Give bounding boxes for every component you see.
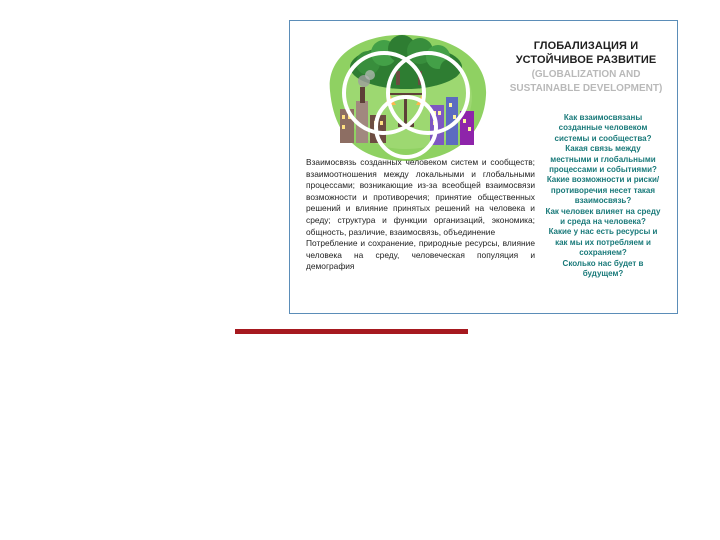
question-line: Какая связь между bbox=[565, 144, 641, 154]
question-line: Как человек влияет на среду bbox=[545, 206, 661, 216]
question-line: противоречия несет такая bbox=[550, 185, 656, 195]
question-line: и среда на человека? bbox=[560, 217, 646, 227]
subtitle-line-2: SUSTAINABLE DEVELOPMENT) bbox=[509, 83, 663, 94]
content-card bbox=[289, 20, 678, 314]
accent-divider bbox=[235, 329, 468, 334]
subtitle-line-1: (GLOBALIZATION AND bbox=[531, 69, 641, 80]
description-paragraph-2: Потребление и сохранение, природные ресурсы, влияние человека на среду, человеческая популяция и демография bbox=[306, 238, 535, 272]
key-questions bbox=[537, 113, 669, 280]
question-line: Какие у нас есть ресурсы и bbox=[548, 227, 658, 237]
question-line: взаимосвязь? bbox=[574, 196, 632, 206]
title-line-2: УСТОЙЧИВОЕ РАЗВИТИЕ bbox=[515, 54, 657, 66]
question-line: Сколько нас будет в bbox=[562, 258, 644, 268]
card-title bbox=[500, 39, 672, 95]
globe-city-forest-illustration bbox=[322, 31, 490, 163]
question-line: Какие возможности и риски/ bbox=[546, 175, 660, 185]
description-paragraph-1: Взаимосвязь созданных человеком систем и сообществ; взаимоотношения между локальными и глобальными процессами; возникающие из-за всеобщей взаимосвязи возможности и противоречия; принятие общественных решений и влияние принятых решений на человека и среду; структура и функции организаций, экономика; общность, различие, взаимосвязь, объединение bbox=[306, 157, 535, 237]
question-line: созданные человеком bbox=[558, 123, 648, 133]
title-line-1: ГЛОБАЛИЗАЦИЯ И bbox=[533, 40, 639, 52]
question-line: системы и сообщества? bbox=[554, 133, 652, 143]
question-line: сохраняем? bbox=[579, 248, 627, 258]
question-line: будущем? bbox=[582, 269, 624, 279]
description-text bbox=[306, 157, 535, 273]
question-line: местными и глобальными bbox=[550, 154, 656, 164]
question-line: Как взаимосвязаны bbox=[563, 113, 643, 122]
question-line: процессами и событиями? bbox=[549, 165, 657, 175]
question-line: как мы их потребляем и bbox=[555, 237, 651, 247]
